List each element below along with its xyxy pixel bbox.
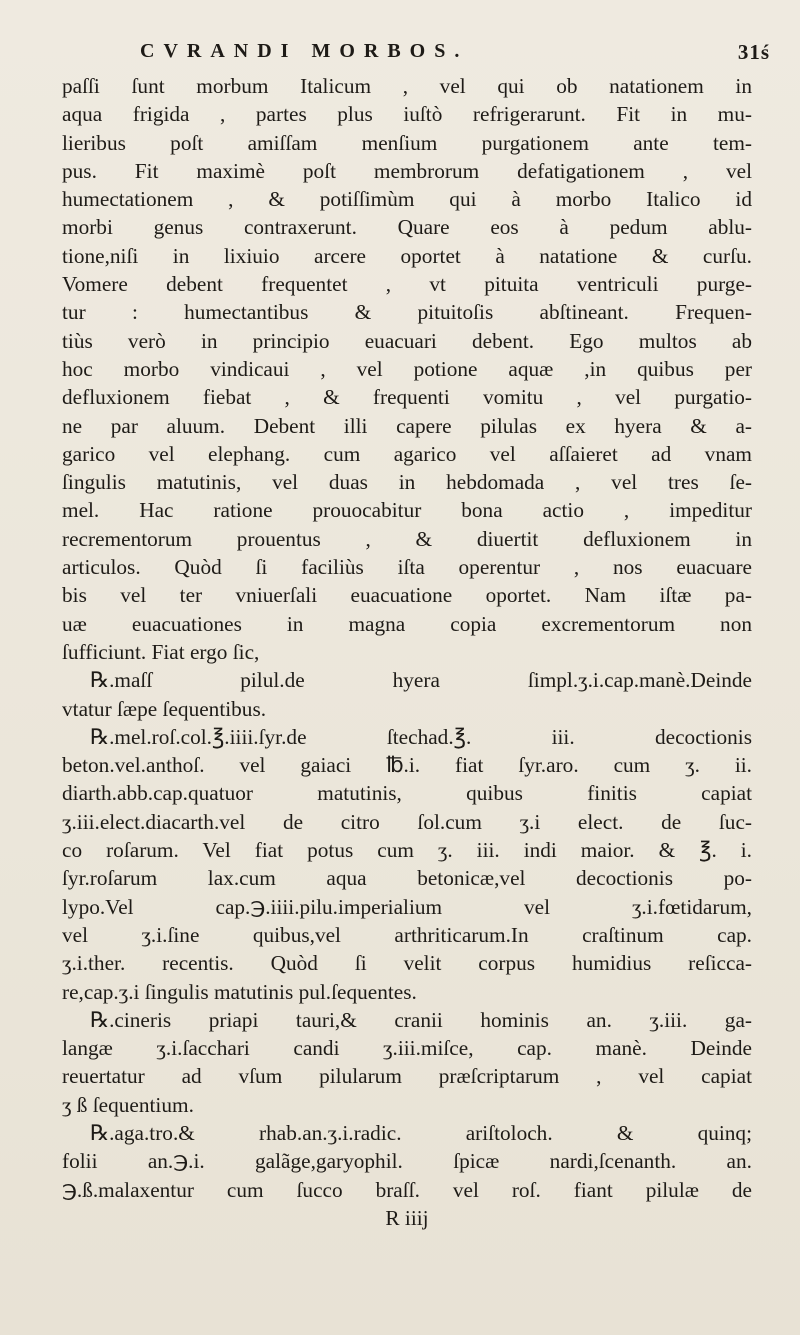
recipe-line: ℞.cineris priapi tauri,& cranii hominis an. ʒ.iii. ga- xyxy=(90,1007,752,1032)
text-line: ʒ.iii.elect.diacarth.vel de citro ſol.cum ʒ.i elect. de ſuc- xyxy=(62,809,752,834)
text-body xyxy=(62,72,752,1232)
signature-mark: R iiij xyxy=(385,1205,429,1230)
text-line: folii an.℈.i. galãge,garyophil. ſpicæ nardi,ſcenanth. an. xyxy=(62,1149,752,1174)
recipe-line: ℞.maſſ pilul.de hyera ſimpl.ʒ.i.cap.manè.Deinde xyxy=(90,668,752,693)
text-line: tione,niſi in lixiuio arcere oportet à natatione & curſu. xyxy=(62,243,752,268)
text-line: reuertatur ad vſum pilularum præſcriptarum , vel capiat xyxy=(62,1064,752,1089)
text-line: mel. Hac ratione prouocabitur bona actio , impeditur xyxy=(62,498,752,523)
text-line: Vomere debent frequentet , vt pituita ventriculi purge- xyxy=(62,272,752,297)
text-line: hoc morbo vindicaui , vel potione aquæ ,in quibus per xyxy=(62,356,752,381)
text-line: morbi genus contraxerunt. Quare eos à pedum ablu- xyxy=(62,215,752,240)
text-line: co roſarum. Vel fiat potus cum ʒ. iii. indi maior. & ℥. i. xyxy=(62,838,752,863)
text-line: ſyr.roſarum lax.cum aqua betonicæ,vel decoctionis po- xyxy=(62,866,752,891)
text-line: uæ euacuationes in magna copia excrementorum non xyxy=(62,611,752,636)
text-line: vtatur ſæpe ſequentibus. xyxy=(62,696,267,721)
text-line: tur : humectantibus & pituitoſis abſtineant. Frequen- xyxy=(62,300,752,325)
text-line: recrementorum prouentus , & diuertit defluxionem in xyxy=(62,526,752,551)
text-line: defluxionem fiebat , & frequenti vomitu , vel purgatio- xyxy=(62,385,752,410)
text-line: humectationem , & potiſſimùm qui à morbo Italico id xyxy=(62,187,752,212)
page-header xyxy=(140,40,770,70)
text-line: paſſi ſunt morbum Italicum , vel qui ob natationem in xyxy=(62,74,752,98)
text-line: ʒ.i.ther. recentis. Quòd ſi velit corpus humidius reſicca- xyxy=(62,951,752,976)
text-line: articulos. Quòd ſi faciliùs iſta operentur , nos euacuare xyxy=(62,555,752,580)
text-line: vel ʒ.i.ſine quibus,vel arthriticarum.In craſtinum cap. xyxy=(62,922,752,947)
text-line: ne par aluum. Debent illi capere pilulas ex hyera & a- xyxy=(62,413,752,438)
text-line: langæ ʒ.i.ſacchari candi ʒ.iii.miſce, cap. manè. Deinde xyxy=(62,1036,752,1061)
text-line: diarth.abb.cap.quatuor matutinis, quibus finitis capiat xyxy=(62,781,752,806)
recipe-line: ℞.aga.tro.& rhab.an.ʒ.i.radic. ariſtoloch. & quinq; xyxy=(90,1120,752,1145)
text-line: garico vel elephang. cum agarico vel aſſaieret ad vnam xyxy=(62,441,752,466)
text-line: beton.vel.anthoſ. vel gaiaci ℔.i. fiat ſyr.aro. cum ʒ. ii. xyxy=(62,753,752,778)
text-line: ſufficiunt. Fiat ergo ſic, xyxy=(62,639,260,664)
text-line: pus. Fit maximè poſt membrorum defatigationem , vel xyxy=(62,158,752,183)
text-line: bis vel ter vniuerſali euacuatione oportet. Nam iſtæ pa- xyxy=(62,583,752,608)
text-line: ℈.ß.malaxentur cum ſucco braſſ. vel roſ. fiant pilulæ de xyxy=(62,1177,752,1202)
text-line: re,cap.ʒ.i ſingulis matutinis pul.ſequentes. xyxy=(62,979,417,1004)
text-line: aqua frigida , partes plus iuſtò refrigerarunt. Fit in mu- xyxy=(62,102,752,127)
text-line: ʒ ß ſequentium. xyxy=(62,1092,194,1117)
text-line: lypo.Vel cap.℈.iiii.pilu.imperialium vel ʒ.i.fœtidarum, xyxy=(62,894,752,919)
text-line: tiùs verò in principio euacuari debent. Ego multos ab xyxy=(62,328,752,353)
page-number: 31ś xyxy=(737,40,770,64)
recipe-line: ℞.mel.roſ.col.℥.iiii.ſyr.de ſtechad.℥. iii. decoctionis xyxy=(90,724,752,749)
text-line: ſingulis matutinis, vel duas in hebdomada , vel tres ſe- xyxy=(62,470,752,495)
running-title: CVRANDI MORBOS. xyxy=(140,40,469,62)
text-line: lieribus poſt amiſſam menſium purgationem ante tem- xyxy=(62,130,752,155)
